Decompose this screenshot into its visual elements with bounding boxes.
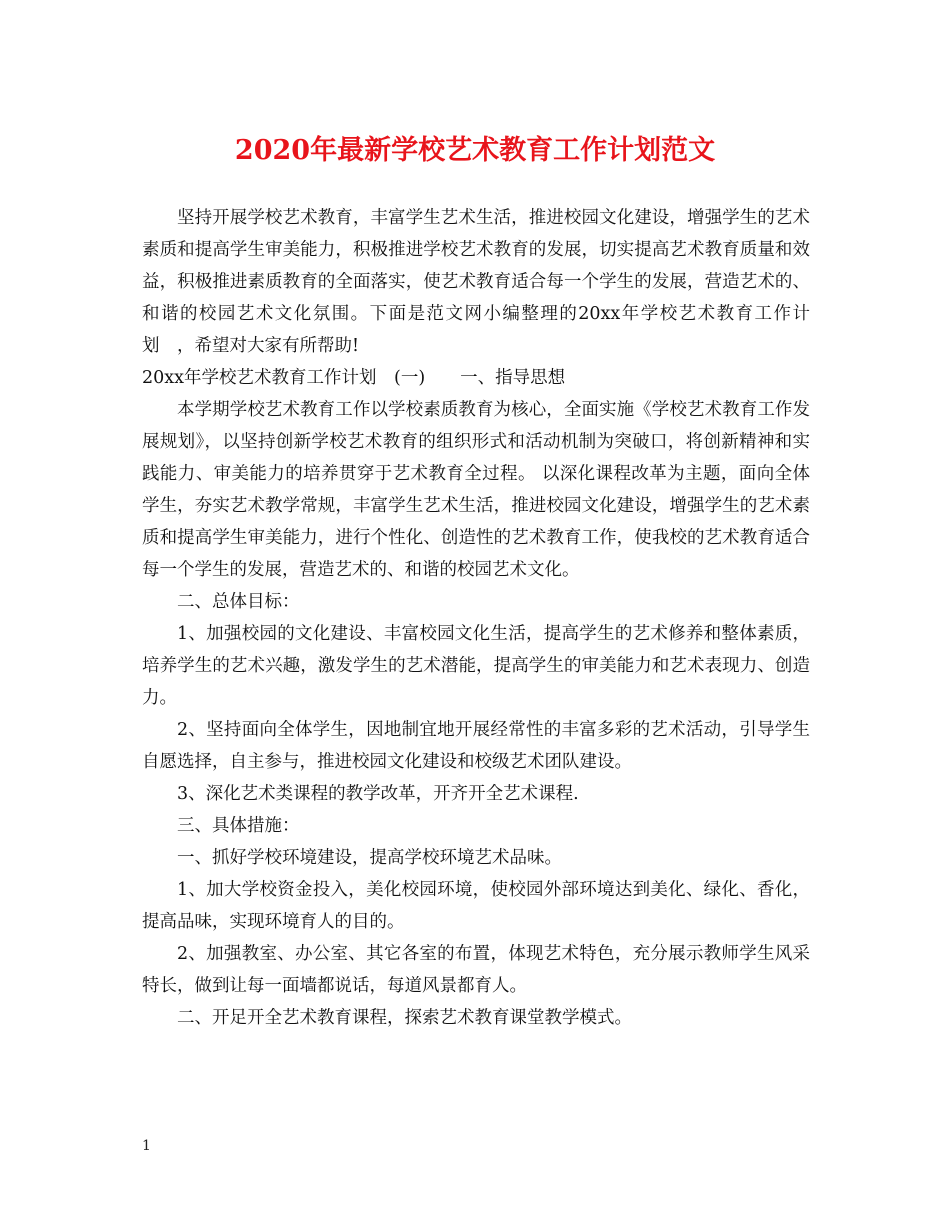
list-item-measure-1: 1、加大学校资金投入，美化校园环境，使校园外部环境达到美化、绿化、香化，提高品味，实现环境育人的目的。	[142, 880, 810, 932]
subsection-heading-environment: 一、抓好学校环境建设，提高学校环境艺术品味。	[177, 848, 562, 868]
page-number: 1	[142, 1138, 151, 1154]
list-item-goal-3: 3、深化艺术类课程的教学改革，开齐开全艺术课程.	[177, 784, 579, 804]
paragraph-intro: 坚持开展学校艺术教育，丰富学生艺术生活，推进校园文化建设，增强学生的艺术素质和提高学生审美能力，积极推进学校艺术教育的发展，切实提高艺术教育质量和效益，积极推进素质教育的全面落实，使艺术教育适合每一个学生的发展，营造艺术的、和谐的校园艺术文化氛围。下面是范文网小编整理的20xx年学校艺术教育工作计划 ，希望对大家有所帮助!	[142, 208, 810, 356]
document-title: 2020年最新学校艺术教育工作计划范文	[234, 135, 716, 166]
paragraph-plan-heading: 20xx年学校艺术教育工作计划 (一) 一、指导思想	[142, 368, 566, 388]
document-body	[142, 202, 810, 1034]
list-item-goal-1: 1、加强校园的文化建设、丰富校园文化生活，提高学生的艺术修养和整体素质，培养学生的艺术兴趣，激发学生的艺术潜能，提高学生的审美能力和艺术表现力、创造力。	[142, 624, 810, 708]
list-item-measure-2: 2、加强教室、办公室、其它各室的布置，体现艺术特色，充分展示教师学生风采特长，做到让每一面墙都说话，每道风景都育人。	[142, 944, 810, 996]
section-heading-goals: 二、总体目标：	[177, 592, 300, 612]
paragraph-guiding-thought: 本学期学校艺术教育工作以学校素质教育为核心，全面实施《学校艺术教育工作发展规划》，以坚持创新学校艺术教育的组织形式和活动机制为突破口，将创新精神和实践能力、审美能力的培养贯穿于艺术教育全过程。 以深化课程改革为主题，面向全体学生，夯实艺术教学常规，丰富学生艺术生活，推进校园文化建设，增强学生的艺术素质和提高学生审美能力，进行个性化、创造性的艺术教育工作，使我校的艺术教育适合每一个学生的发展，营造艺术的、和谐的校园艺术文化。	[142, 400, 810, 580]
subsection-heading-courses: 二、开足开全艺术教育课程，探索艺术教育课堂教学模式。	[177, 1008, 632, 1028]
section-heading-measures: 三、具体措施：	[177, 816, 300, 836]
list-item-goal-2: 2、坚持面向全体学生，因地制宜地开展经常性的丰富多彩的艺术活动，引导学生自愿选择，自主参与，推进校园文化建设和校级艺术团队建设。	[142, 720, 810, 772]
